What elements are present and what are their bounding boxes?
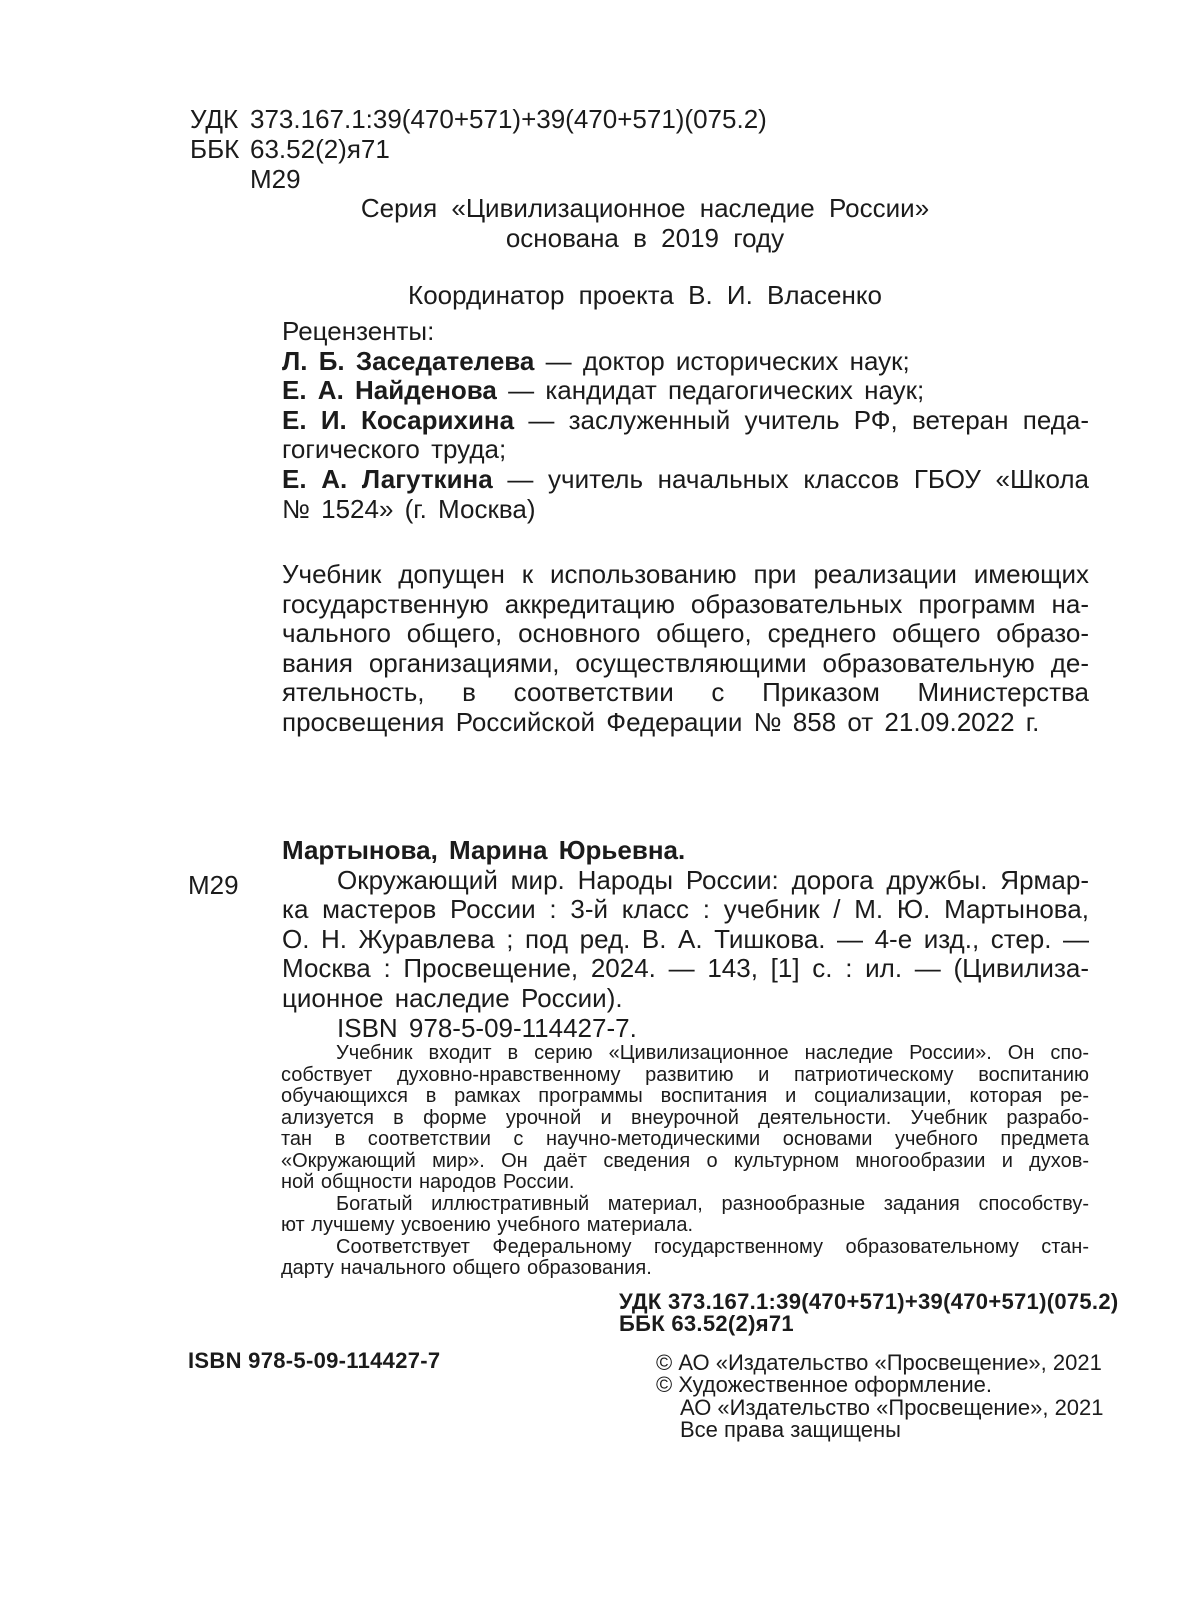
annotation-line [281, 1172, 1089, 1194]
biblio-line [282, 954, 1089, 984]
biblio-line-text: О. Н. Журавлева ; под ред. В. А. Тишкова. — 4-е изд., стер. — [282, 923, 1089, 954]
annotation-line [281, 1086, 1089, 1108]
biblio-line-text: ка мастеров России : 3-й класс : учебник / М. Ю. Мартынова, [282, 894, 1089, 925]
copyright-line-text: АО «Издательство «Просвещение», 2021 [680, 1394, 1104, 1420]
author-mark-row [190, 165, 767, 195]
reviewer-text: — учитель начальных классов ГБОУ «Школа [492, 463, 1089, 494]
annotation-line-text: обучающихся в рамках программы воспитания и социализации, которая ре- [281, 1085, 1089, 1107]
biblio-line [282, 925, 1089, 955]
annotation-line [281, 1043, 1089, 1065]
copyright-block [656, 1352, 1104, 1442]
annotation-line-text: дарту начального общего образования. [281, 1257, 652, 1279]
udk-label: УДК [190, 104, 239, 134]
copyright-line [656, 1374, 1104, 1396]
biblio-lines [282, 866, 1089, 1044]
reviewer-text: Рецензенты: [282, 316, 435, 346]
admission-line-text: государственную аккредитацию образовательных программ на- [282, 588, 1089, 619]
classification-codes-top [190, 105, 767, 194]
annotation-line [281, 1194, 1089, 1216]
reviewer-name: Е. А. Лагуткина [282, 463, 493, 494]
reviewer-text: — кандидат педагогических наук; [496, 375, 925, 406]
reviewer-name: Е. А. Найденова [282, 375, 497, 406]
annotation-line-text: Богатый иллюстративный материал, разнообразные задания способству- [336, 1192, 1089, 1215]
copyright-line [656, 1419, 1104, 1441]
annotation-line [281, 1065, 1089, 1087]
series-line-2: основана в 2019 году [505, 223, 785, 253]
annotation-line [281, 1108, 1089, 1130]
biblio-line-text: ISBN 978-5-09-114427-7. [337, 1012, 637, 1043]
author-mark: М29 [250, 163, 301, 194]
reviewer-text: № 1524» (г. Москва) [282, 493, 536, 524]
annotation-line-text: тан в соответствии с научно-методическими основами учебного предмета [281, 1128, 1089, 1150]
bottom-bbk: ББК 63.52(2)я71 [619, 1311, 794, 1337]
udk-row [190, 105, 767, 135]
coordinator-line: Координатор проекта В. И. Власенко [408, 280, 882, 310]
reviewer-line [282, 317, 1089, 347]
reviewers-block [282, 317, 1089, 524]
admission-line [282, 619, 1089, 649]
classification-codes-bottom [619, 1291, 1119, 1336]
biblio-line-text: ционное наследие России). [282, 982, 623, 1013]
copyright-line [656, 1394, 1104, 1420]
reviewer-name: Е. И. Косарихина [282, 404, 515, 435]
reviewer-text: — доктор исторических наук; [534, 345, 910, 376]
admission-line-text: вания организациями, осуществляющими образовательную де- [282, 647, 1089, 678]
reviewer-line [282, 406, 1089, 436]
copyright-line-text: © АО «Издательство «Просвещение», 2021 [656, 1350, 1102, 1375]
annotation-line-text: Учебник входит в серию «Цивилизационное наследие России». Он спо- [336, 1042, 1089, 1064]
reviewer-text: гогического труда; [282, 434, 507, 465]
biblio-line [282, 895, 1089, 925]
annotation-line-text: ной общности народов России. [281, 1171, 575, 1193]
annotation-line-text: Соответствует Федеральному государственному образовательному стан- [336, 1235, 1089, 1258]
annotation-line-text: собствует духовно-нравственному развитию и патриотическому воспитанию [281, 1063, 1089, 1086]
annotation-line [281, 1151, 1089, 1173]
admission-line [282, 590, 1089, 620]
annotation-line [281, 1237, 1089, 1259]
series-line-1: Серия «Цивилизационное наследие России» [360, 193, 930, 223]
reviewer-line [282, 435, 1089, 465]
annotation-block [281, 1043, 1089, 1280]
biblio-author-mark: М29 [188, 870, 239, 900]
annotation-line [281, 1258, 1089, 1280]
reviewer-line [282, 495, 1089, 525]
series-note [200, 193, 1090, 253]
bbk-label: ББК [190, 133, 240, 164]
bottom-udk: УДК 373.167.1:39(470+571)+39(470+571)(075.2) [619, 1289, 1119, 1314]
biblio-line [282, 984, 1089, 1014]
biblio-line-text: Окружающий мир. Народы России: дорога дружбы. Ярмар- [337, 864, 1089, 895]
biblio-line [282, 1014, 1089, 1044]
biblio-line-text: Москва : Просвещение, 2024. — 143, [1] с. : ил. — (Цивилиза- [282, 953, 1089, 984]
annotation-line-text: ют лучшему усвоению учебного материала. [281, 1214, 693, 1236]
reviewer-name: Л. Б. Заседателева [282, 345, 535, 376]
bibliographic-entry [282, 836, 1089, 1043]
admission-line-text: просвещения Российской Федерации № 858 от 21.09.2022 г. [282, 706, 1040, 737]
reviewer-line [282, 465, 1089, 495]
admission-line-text: чального общего, основного общего, среднего общего образо- [282, 618, 1089, 649]
admission-line-text: Учебник допущен к использованию при реализации имеющих [282, 559, 1089, 589]
copyright-line [656, 1352, 1104, 1374]
admission-line [282, 678, 1089, 708]
bbk-value: 63.52(2)я71 [250, 133, 390, 164]
annotation-line [281, 1215, 1089, 1237]
reviewer-line [282, 376, 1089, 406]
admission-line [282, 649, 1089, 679]
admission-line [282, 708, 1089, 738]
annotation-line-text: ализуется в форме урочной и внеурочной деятельности. Учебник разрабо- [281, 1106, 1089, 1129]
isbn-statement: ISBN 978-5-09-114427-7 [188, 1348, 441, 1373]
admission-paragraph [282, 560, 1089, 738]
biblio-line [282, 866, 1089, 896]
admission-line-text: ятельность, в соответствии с Приказом Министерства [282, 677, 1089, 708]
admission-line [282, 560, 1089, 590]
udk-value: 373.167.1:39(470+571)+39(470+571)(075.2) [250, 104, 767, 134]
biblio-author-heading: Мартынова, Марина Юрьевна. [282, 835, 686, 865]
copyright-line-text: © Художественное оформление. [656, 1372, 992, 1398]
annotation-line [281, 1129, 1089, 1151]
reviewer-line [282, 347, 1089, 377]
reviewer-text: — заслуженный учитель РФ, ветеран педа- [514, 404, 1090, 435]
copyright-line-text: Все права защищены [680, 1417, 901, 1443]
annotation-line-text: «Окружающий мир». Он даёт сведения о культурном многообразии и духов- [281, 1149, 1089, 1172]
bbk-row [190, 135, 767, 165]
